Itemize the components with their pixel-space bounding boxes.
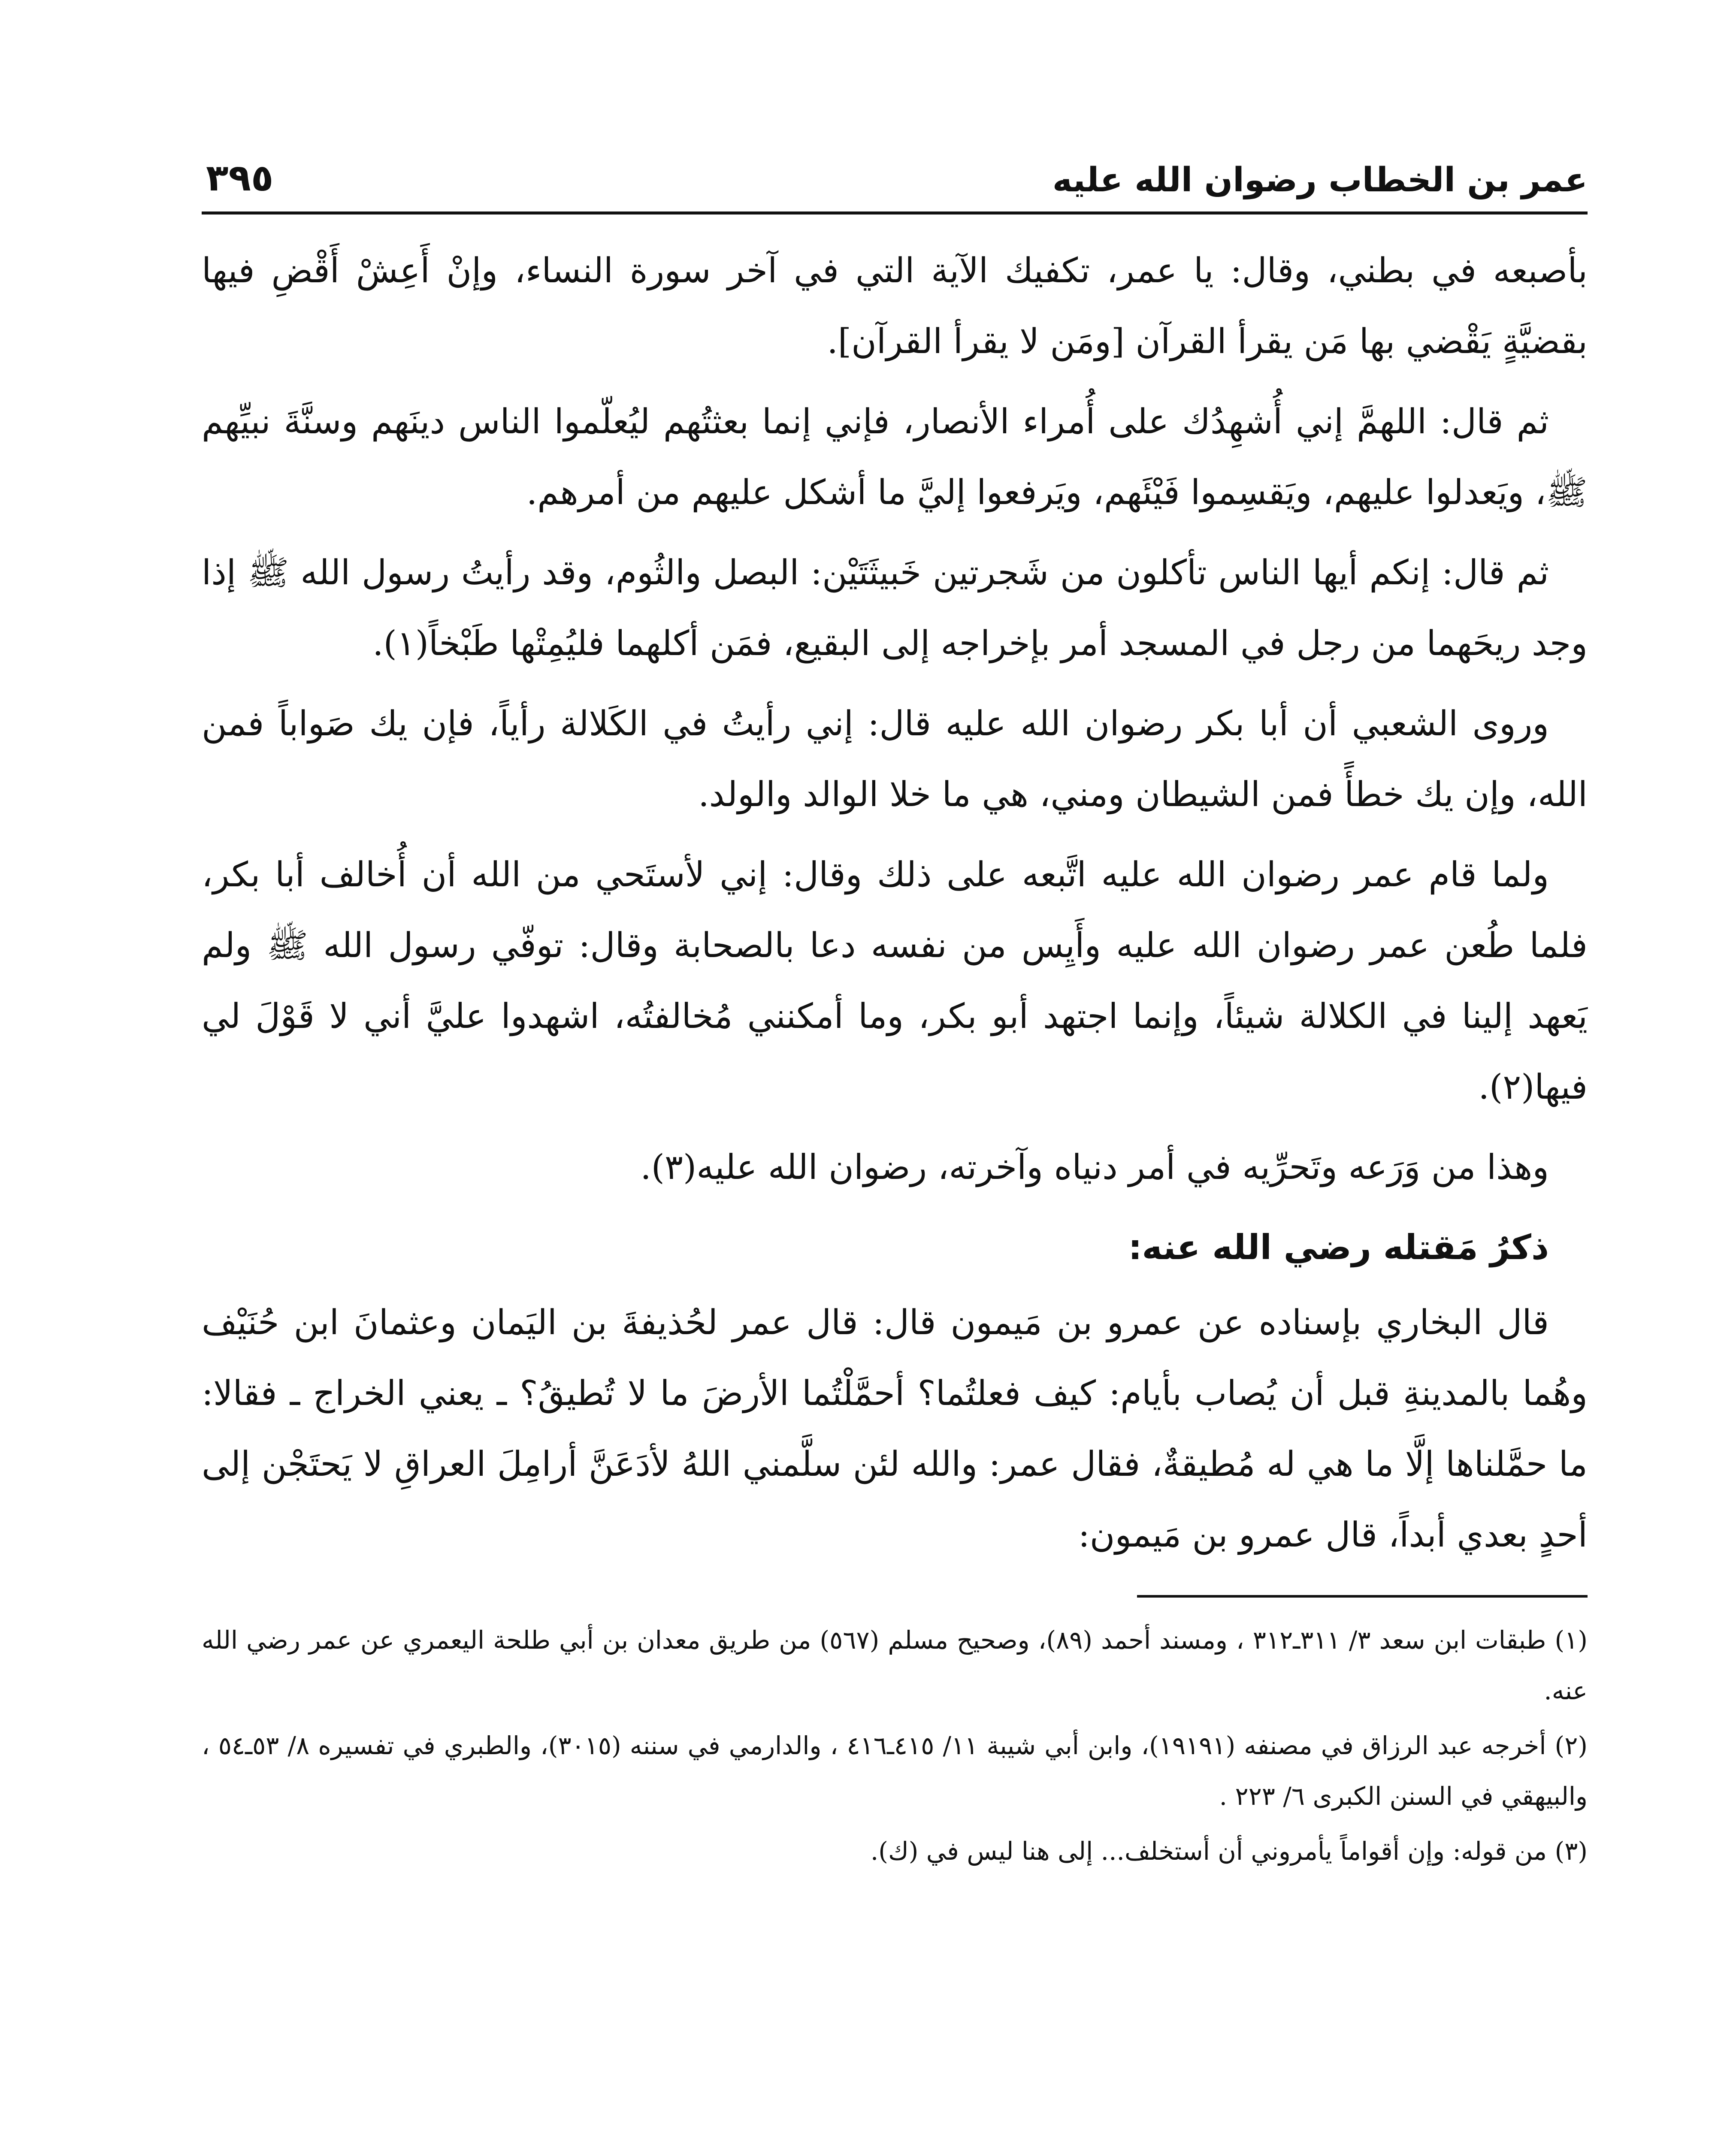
paragraph: قال البخاري بإسناده عن عمرو بن مَيمون قال: قال عمر لحُذيفةَ بن اليَمان وعثمانَ ابن حُنَيْف وهُما بالمدينةِ قبل أن يُصاب بأيام: كيف فعلتُما؟ أحمَّلْتُما الأرضَ ما لا تُطيقُ؟ ـ يعني الخراج ـ فقالا: ما حمَّلناها إلَّا ما هي له مُطيقةٌ، فقال عمر: والله لئن سلَّمني اللهُ لأدَعَنَّ أرامِلَ العراقِ لا يَحتَجْن إلى أحدٍ بعدي أبداً، قال عمرو بن مَيمون:	[202, 1302, 1588, 1555]
paragraph: وروى الشعبي أن أبا بكر رضوان الله عليه قال: إني رأيتُ في الكَلالة رأياً، فإن يك صَواباً فمن الله، وإن يك خطأً فمن الشيطان ومني، هي ما خلا الوالد والولد.	[202, 704, 1588, 814]
paragraph: ثم قال: اللهمَّ إني أُشهِدُك على أُمراء الأنصار، فإني إنما بعثتُهم ليُعلّموا الناس دينَهم وسنَّةَ نبيِّهم ﷺ، ويَعدلوا عليهم، ويَقسِموا فَيْئَهم، ويَرفعوا إليَّ ما أشكل عليهم من أمرهم.	[202, 402, 1588, 512]
main-text	[202, 235, 1588, 1570]
paragraph: ثم قال: إنكم أيها الناس تأكلون من شَجرتين خَبيثَتَيْن: البصل والثُوم، وقد رأيتُ رسول الله ﷺ إذا وجد ريحَهما من رجل في المسجد أمر بإخراجه إلى البقيع، فمَن أكلهما فليُمِتْها طَبْخاً(١).	[202, 553, 1588, 663]
book-page	[202, 142, 1588, 2145]
page-header	[202, 142, 1588, 214]
footnote: (٢) أخرجه عبد الرزاق في مصنفه (١٩١٩١)، وابن أبي شيبة ١١/ ٤١٥ـ٤١٦ ، والدارمي في سننه (٣٠١٥)، والطبري في تفسيره ٨/ ٥٣ـ٥٤ ، والبيهقي في السنن الكبرى ٦/ ٢٢٣ .	[202, 1731, 1588, 1811]
footnote: (٣) من قوله: وإن أقواماً يأمروني أن أستخلف... إلى هنا ليس في (ك).	[870, 1837, 1588, 1866]
footnote: (١) طبقات ابن سعد ٣/ ٣١١ـ٣١٢ ، ومسند أحمد (٨٩)، وصحيح مسلم (٥٦٧) من طريق معدان بن أبي طلحة اليعمري عن عمر رضي الله عنه.	[202, 1625, 1588, 1705]
footnotes	[202, 1615, 1588, 1876]
footnote-divider	[1137, 1595, 1588, 1598]
section-heading: ذكرُ مَقتله رضي الله عنه:	[1128, 1227, 1549, 1267]
page-number: ٣٩٥	[206, 157, 274, 199]
paragraph: بأصبعه في بطني، وقال: يا عمر، تكفيك الآية التي في آخر سورة النساء، وإنْ أَعِشْ أَقْضِ فيها بقضيَّةٍ يَقْضي بها مَن يقرأ القرآن [ومَن لا يقرأ القرآن].	[202, 251, 1588, 361]
running-title: عمر بن الخطاب رضوان الله عليه	[1052, 161, 1588, 199]
paragraph: ولما قام عمر رضوان الله عليه اتَّبعه على ذلك وقال: إني لأستَحي من الله أن أُخالف أبا بكر، فلما طُعن عمر رضوان الله عليه وأَيِس من نفسه دعا بالصحابة وقال: توفّي رسول الله ﷺ ولم يَعهد إلينا في الكلالة شيئاً، وإنما اجتهد أبو بكر، وما أمكنني مُخالفتُه، اشهدوا عليَّ أني لا قَوْلَ لي فيها(٢).	[202, 855, 1588, 1107]
paragraph: وهذا من وَرَعه وتَحرِّيه في أمر دنياه وآخرته، رضوان الله عليه(٣).	[640, 1147, 1549, 1187]
